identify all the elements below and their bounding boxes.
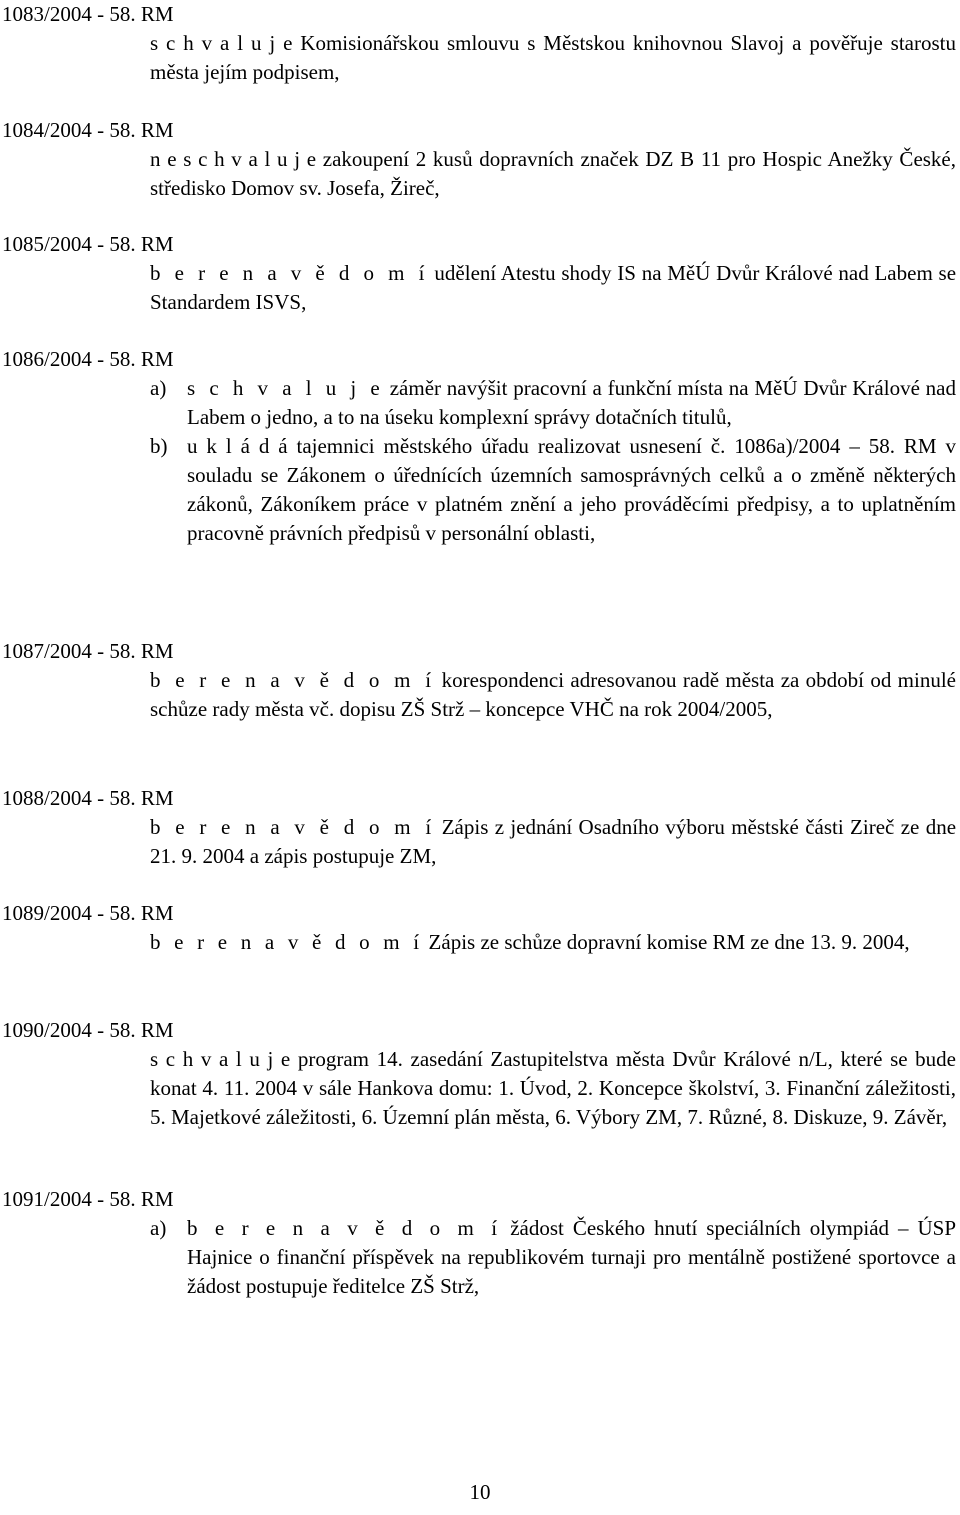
resolution-1091 [0,1185,960,1301]
resolution-item-b [150,432,956,548]
resolution-text [150,813,956,871]
resolution-verb: b e r e n a v ě d o m í [150,261,429,285]
resolution-body: korespondenci adresovanou radě města za období od minulé schůze rady města vč. dopisu ZŠ Strž – koncepce VHČ na rok 2004/2005, [150,668,957,721]
resolution-items [150,374,956,548]
item-text [187,1214,956,1301]
resolution-1083 [0,0,960,87]
resolution-body: Zápis ze schůze dopravní komise RM ze dne 13. 9. 2004, [428,930,910,954]
resolution-text [150,1045,956,1132]
resolution-verb: s c h v a l u j e [187,376,384,400]
resolution-1084 [0,116,960,203]
item-label: a) [150,1216,167,1240]
resolution-1085 [0,230,960,317]
resolution-body: Zápis z jednání Osadního výboru městské části Zireč ze dne 21. 9. 2004 a zápis postupuje ZM, [150,815,957,868]
resolution-body: žádost Českého hnutí speciálních olympiád – ÚSP Hajnice o finanční příspěvek na republikovém turnaji pro mentálně postižené sportovce a žádost postupuje ředitelce ZŠ Strž, [187,1216,957,1298]
resolution-items [150,1214,956,1301]
item-text [187,432,956,548]
resolution-verb: b e r e n a v ě d o m í [187,1216,502,1240]
resolution-number: 1089/2004 - 58. RM [2,901,174,925]
resolution-1088 [0,784,960,871]
resolution-body: Komisionářskou smlouvu s Městskou knihovnou Slavoj a pověřuje starostu města jejím podpisem, [150,31,956,84]
resolution-verb: s c h v a l u j e [150,1047,291,1071]
resolution-body: záměr navýšit pracovní a funkční místa na MěÚ Dvůr Králové nad Labem o jedno, a to na úseku komplexní správy dotačních titulů, [187,376,956,429]
resolution-text [150,29,956,87]
resolution-number: 1091/2004 - 58. RM [2,1187,174,1211]
resolution-text [150,666,956,724]
resolution-verb: s c h v a l u j e [150,31,293,55]
item-label: a) [150,376,167,400]
item-text [187,374,956,432]
resolution-body: tajemnici městského úřadu realizovat usnesení č. 1086a)/2004 – 58. RM v souladu se Zákonem o úřednících územních samosprávných celků a o změně některých zákonů, Zákoníkem práce v platném znění a jeho prováděcími předpisy, a to uplatněním pracovně právních předpisů v personální oblasti, [187,434,956,545]
item-label: b) [150,434,168,458]
resolution-text [150,928,956,957]
resolution-body: program 14. zasedání Zastupitelstva města Dvůr Králové n/L, které se bude konat 4. 11. 2004 v sále Hankova domu: 1. Úvod, 2. Koncepce školství, 3. Finanční záležitosti, 5. Majetkové záležitosti, 6. Územní plán města, 6. Výbory ZM, 7. Různé, 8. Diskuze, 9. Závěr, [150,1047,957,1129]
resolution-number: 1085/2004 - 58. RM [2,232,174,256]
resolution-verb: n e s c h v a l u j e [150,147,317,171]
resolution-body: udělení Atestu shody IS na MěÚ Dvůr Králové nad Labem se Standardem ISVS, [150,261,957,314]
resolution-verb: b e r e n a v ě d o m í [150,815,436,839]
resolution-number: 1083/2004 - 58. RM [2,2,174,26]
resolution-1089 [0,899,960,957]
resolution-1090 [0,1016,960,1132]
resolution-text [150,145,956,203]
resolution-item-a [150,1214,956,1301]
resolution-number: 1088/2004 - 58. RM [2,786,174,810]
resolution-number: 1086/2004 - 58. RM [2,347,174,371]
resolution-body: zakoupení 2 kusů dopravních značek DZ B 11 pro Hospic Anežky České, středisko Domov sv. Josefa, Žireč, [150,147,957,200]
resolution-verb: u k l á d á [187,434,288,458]
resolution-item-a [150,374,956,432]
resolution-number: 1084/2004 - 58. RM [2,118,174,142]
resolution-number: 1090/2004 - 58. RM [2,1018,174,1042]
resolution-number: 1087/2004 - 58. RM [2,639,174,663]
page-number: 10 [469,1480,491,1504]
resolution-verb: b e r e n a v ě d o m í [150,930,424,954]
resolution-text [150,259,956,317]
resolution-1086 [0,345,960,548]
resolution-1087 [0,637,960,724]
resolution-verb: b e r e n a v ě d o m í [150,668,436,692]
